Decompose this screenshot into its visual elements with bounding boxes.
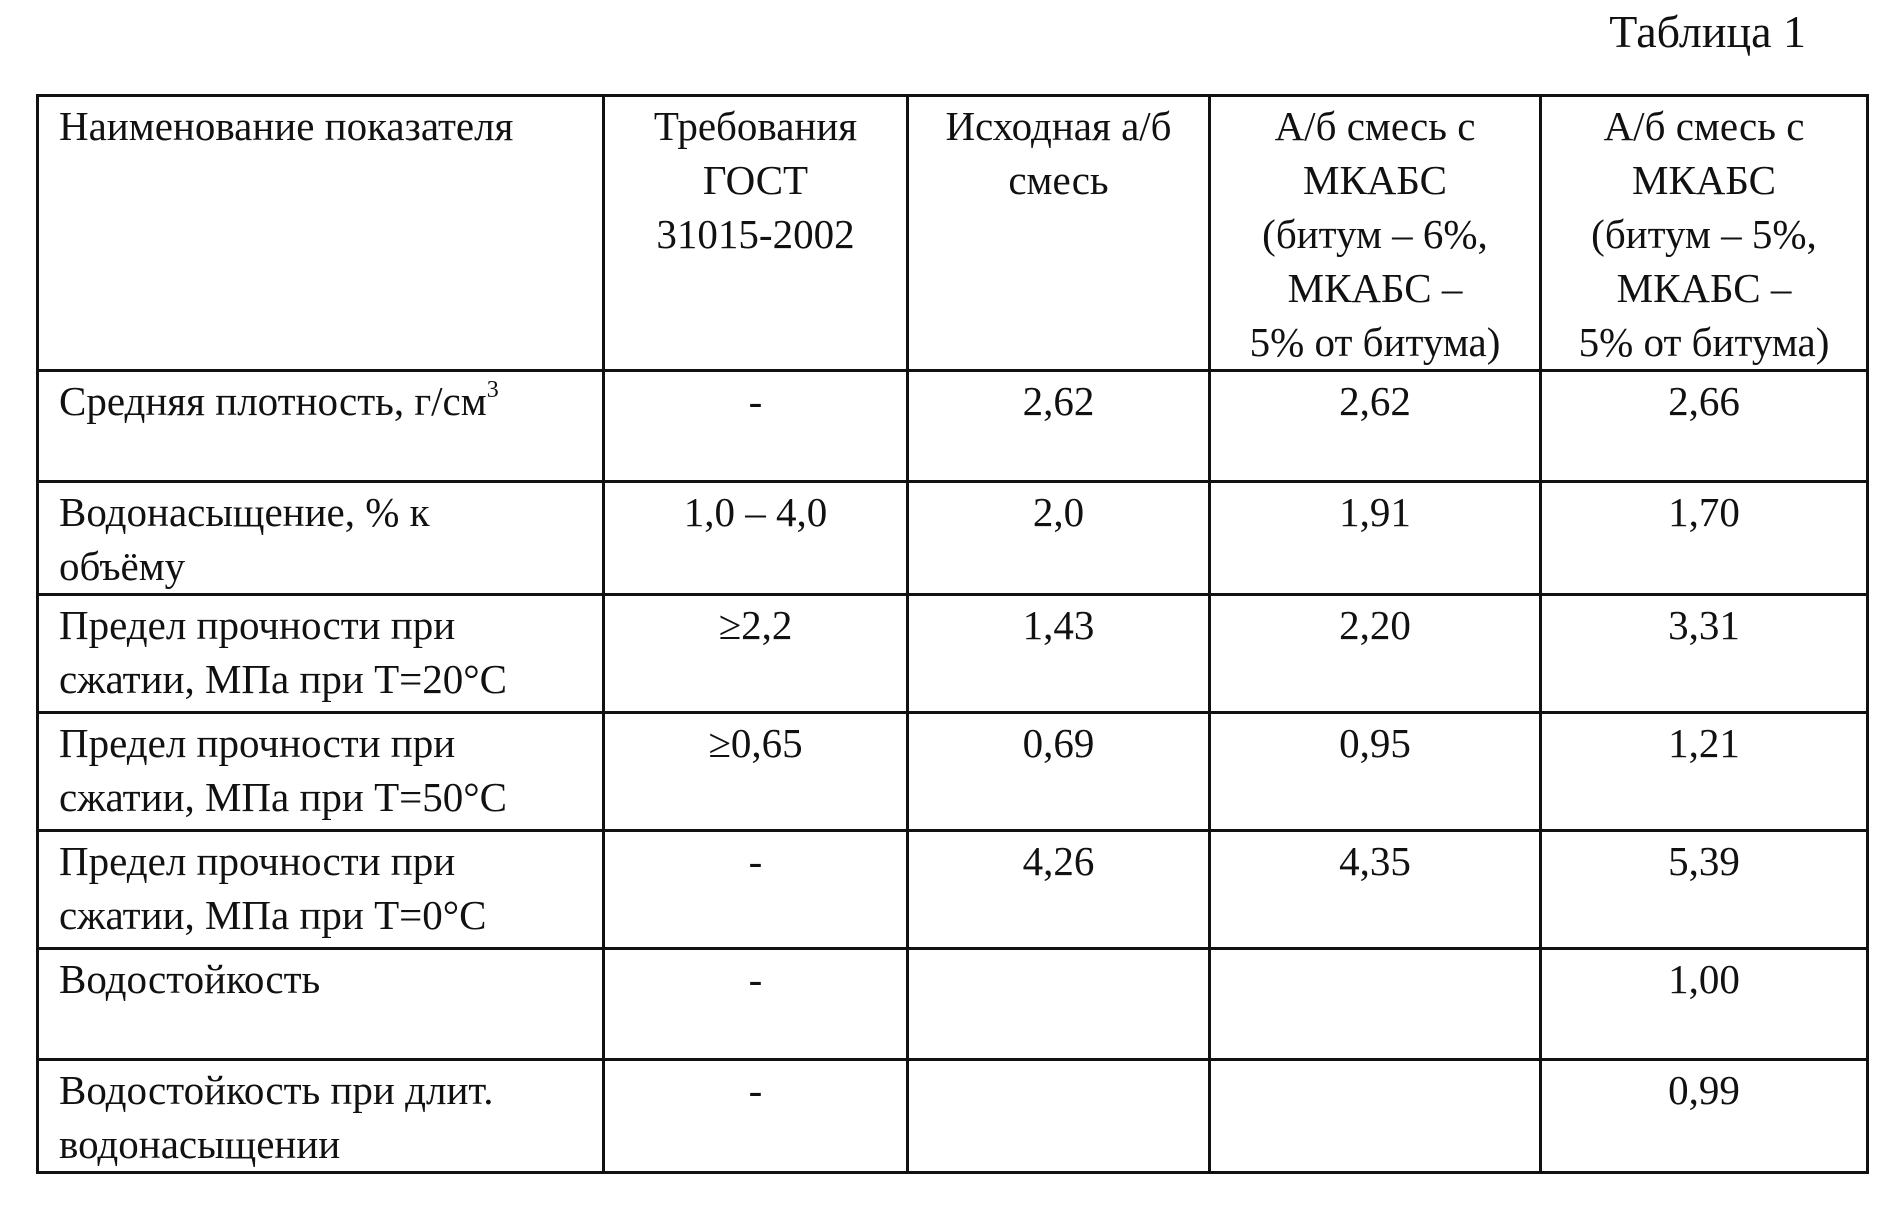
- cell-base-mix: 2,62: [908, 371, 1210, 482]
- header-line: (битум – 5%,: [1591, 211, 1817, 257]
- cell-mix-5: 1,70: [1541, 482, 1868, 595]
- header-line: МКАБС: [1631, 157, 1777, 203]
- cell-gost: -: [604, 831, 908, 949]
- cell-mix-6: 1,91: [1210, 482, 1541, 595]
- column-header-indicator-name: [38, 96, 604, 371]
- table-row-water-saturation: [38, 482, 1868, 595]
- data-table: [36, 94, 1869, 1174]
- cell-mix-6: [1210, 949, 1541, 1060]
- row-label: [38, 831, 604, 949]
- header-line: А/б смесь с: [1603, 103, 1805, 149]
- row-label-line: [59, 374, 590, 428]
- row-label: [38, 595, 604, 713]
- header-line: А/б смесь с: [1274, 103, 1476, 149]
- row-label-text: Средняя плотность, г/см: [59, 378, 487, 424]
- cell-gost: -: [604, 949, 908, 1060]
- cell-gost: ≥2,2: [604, 595, 908, 713]
- cell-mix-6: [1210, 1060, 1541, 1173]
- row-label-line: Водостойкость: [59, 956, 321, 1002]
- table-row-water-resistance: [38, 949, 1868, 1060]
- table-row-strength-0c: [38, 831, 1868, 949]
- cell-base-mix: 4,26: [908, 831, 1210, 949]
- row-label: [38, 1060, 604, 1173]
- row-label-line: сжатии, МПа при Т=50°С: [59, 774, 508, 820]
- cell-mix-6: 2,62: [1210, 371, 1541, 482]
- header-line: 5% от битума): [1249, 319, 1501, 365]
- row-label: [38, 371, 604, 482]
- column-header-base-mix: [908, 96, 1210, 371]
- cell-mix-6: 2,20: [1210, 595, 1541, 713]
- row-label-line: Предел прочности при: [59, 602, 456, 648]
- table-row-strength-20c: [38, 595, 1868, 713]
- header-line: МКАБС –: [1616, 265, 1792, 311]
- header-line: ГОСТ: [702, 157, 809, 203]
- header-line: (битум – 6%,: [1262, 211, 1488, 257]
- header-line: смесь: [1008, 157, 1109, 203]
- cell-gost: -: [604, 371, 908, 482]
- row-label-line: сжатии, МПа при Т=20°С: [59, 656, 508, 702]
- table-row-long-term-water-resistance: [38, 1060, 1868, 1173]
- header-line: 31015-2002: [656, 211, 855, 257]
- cell-mix-5: 2,66: [1541, 371, 1868, 482]
- cell-base-mix: 1,43: [908, 595, 1210, 713]
- row-label-line: объёму: [59, 543, 186, 589]
- table-header-row: [38, 96, 1868, 371]
- table-row-strength-50c: [38, 713, 1868, 831]
- cell-mix-5: 1,21: [1541, 713, 1868, 831]
- header-line: МКАБС: [1302, 157, 1448, 203]
- cell-base-mix: 0,69: [908, 713, 1210, 831]
- superscript: 3: [486, 377, 499, 403]
- cell-mix-5: 1,00: [1541, 949, 1868, 1060]
- cell-mix-6: 4,35: [1210, 831, 1541, 949]
- row-label-line: водонасыщении: [59, 1121, 341, 1167]
- header-line: Исходная а/б: [945, 103, 1172, 149]
- table-caption: Таблица 1: [1609, 6, 1806, 57]
- cell-gost: -: [604, 1060, 908, 1173]
- row-label: [38, 949, 604, 1060]
- header-line: 5% от битума): [1578, 319, 1830, 365]
- cell-gost: 1,0 – 4,0: [604, 482, 908, 595]
- row-label-line: сжатии, МПа при Т=0°С: [59, 892, 487, 938]
- cell-base-mix: 2,0: [908, 482, 1210, 595]
- row-label: [38, 713, 604, 831]
- cell-gost: ≥0,65: [604, 713, 908, 831]
- cell-base-mix: [908, 949, 1210, 1060]
- row-label-line: Водостойкость при длит.: [59, 1067, 494, 1113]
- row-label-line: Предел прочности при: [59, 720, 456, 766]
- header-line: Требования: [653, 103, 858, 149]
- cell-mix-5: 5,39: [1541, 831, 1868, 949]
- cell-mix-5: 0,99: [1541, 1060, 1868, 1173]
- cell-mix-6: 0,95: [1210, 713, 1541, 831]
- column-header-mix-bitumen-5: [1541, 96, 1868, 371]
- row-label: [38, 482, 604, 595]
- column-header-mix-bitumen-6: [1210, 96, 1541, 371]
- table-row-average-density: [38, 371, 1868, 482]
- cell-mix-5: 3,31: [1541, 595, 1868, 713]
- row-label-line: Водонасыщение, % к: [59, 489, 430, 535]
- cell-base-mix: [908, 1060, 1210, 1173]
- column-header-gost-requirements: [604, 96, 908, 371]
- row-label-line: Предел прочности при: [59, 838, 456, 884]
- header-line: Наименование показателя: [59, 103, 514, 149]
- header-line: МКАБС –: [1287, 265, 1463, 311]
